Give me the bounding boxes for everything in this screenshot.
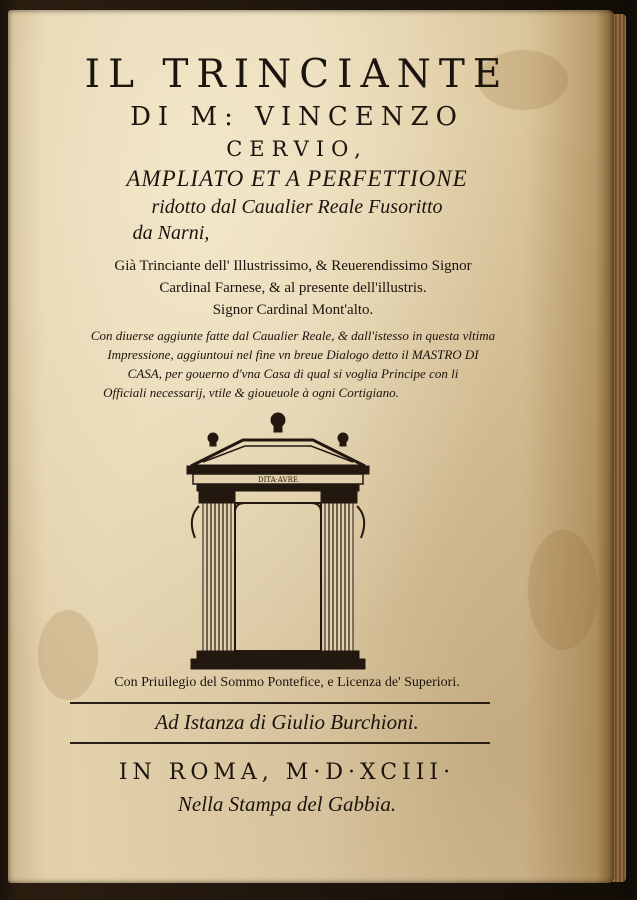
dedication-line-3: Signor Cardinal Mont'alto.: [212, 302, 374, 318]
woodcut-inscription: DITA·AVRE: [257, 476, 299, 484]
imprint-place-date: IN ROMA, M·D·XCIII·: [118, 760, 456, 785]
description-line-2: Impressione, aggiuntoui nel fine vn breue Dialogo detto il MASTRO DI: [107, 347, 479, 362]
lower-rule: [70, 742, 490, 744]
foxing-stain: [528, 530, 598, 650]
subtitle-line-1: AMPLIATO ET A PERFETTIONE: [126, 166, 468, 191]
subtitle-line-2: ridotto dal Caualier Reale Fusoritto: [151, 196, 443, 218]
dedication-line-1: Già Trinciante dell' Illustrissimo, & Reuerendissimo Signor: [114, 258, 472, 274]
description-line-3: CASA, per gouerno d'vna Casa di qual si voglia Principe con li: [127, 366, 459, 381]
title-page: [8, 10, 614, 883]
architectural-frame-woodcut-icon: [183, 408, 373, 673]
publisher-line: Ad Istanza di Giulio Burchioni.: [155, 710, 419, 734]
upper-rule: [70, 702, 490, 704]
page-edges: [612, 14, 626, 882]
description-line-4: Officiali necessarij, vtile & gioueuole à ogni Cortigiano.: [103, 385, 399, 400]
privilege-line: Con Priuilegio del Sommo Pontefice, e Licenza de' Superiori.: [114, 675, 460, 690]
dedication-line-2: Cardinal Farnese, & al presente dell'illustris.: [159, 280, 427, 296]
title-line-3: CERVIO,: [226, 137, 368, 161]
description-line-1: Con diuerse aggiunte fatte dal Caualier Reale, & dall'istesso in questa vltima: [90, 328, 496, 343]
imprint-printer: Nella Stampa del Gabbia.: [177, 792, 397, 816]
title-line-2: DI M: VINCENZO: [130, 102, 464, 132]
subtitle-line-3: da Narni,: [132, 222, 210, 244]
title-line-1: IL TRINCIANTE: [84, 52, 510, 97]
